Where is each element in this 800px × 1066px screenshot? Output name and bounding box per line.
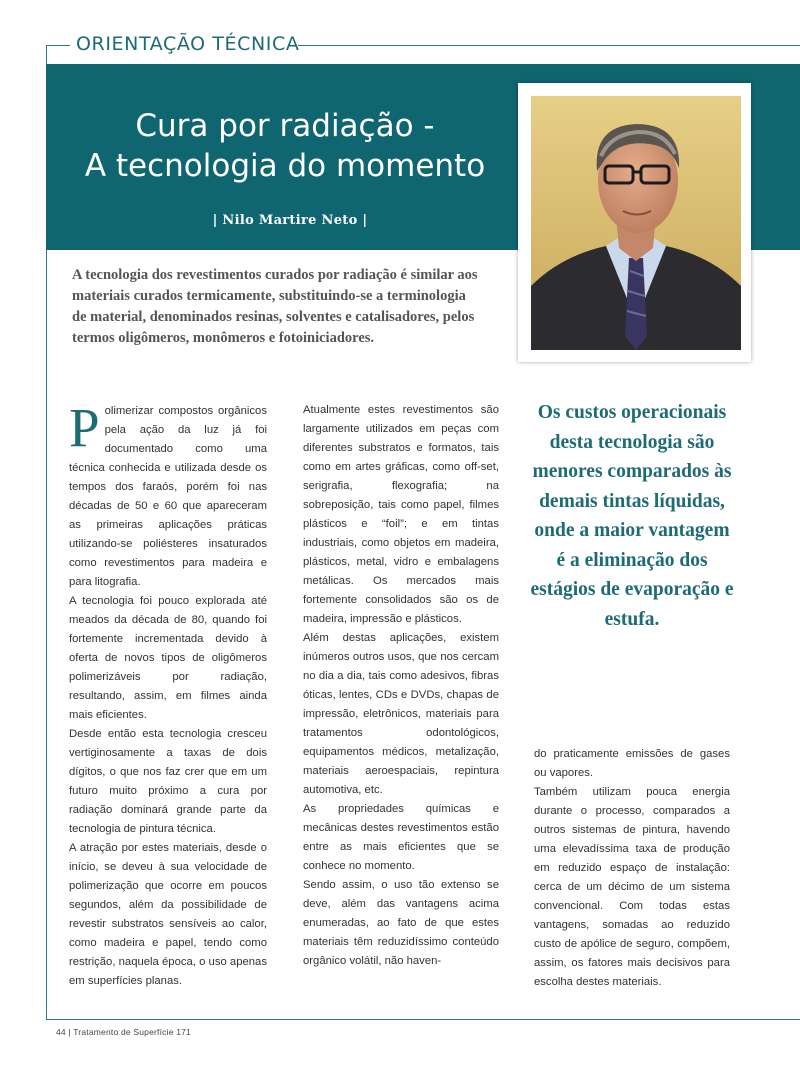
paragraph-text: olimerizar compostos orgânicos pela ação da luz já foi documentado como uma técnica conhecida e utilizada desde os tempos dos faraós, porém foi nas décadas de 50 e 60 que apareceram as primeiras aplicações práticas utilizando-se poliésteres insaturados como revestimentos para madeira e para litografia.	[69, 405, 267, 588]
article-lede: A tecnologia dos revestimentos curados por radiação é similar aos materiais curados termicamente, substituindo-se a terminologia de material, denominados resinas, solventes e catalisadores, pelos termos oligômeros, monômeros e fotoiniciadores.	[72, 267, 478, 346]
pull-quote: Os custos operacionais desta tecnologia são menores comparados às demais tintas líquidas, onde a maior vantagem é a eliminação dos estágios de evaporação e estufa.	[530, 402, 734, 630]
body-column-1	[69, 397, 267, 991]
section-rule-left	[46, 45, 70, 46]
footer-rule	[46, 1019, 800, 1020]
article-title-line1: Cura por radiação -	[135, 108, 435, 144]
paragraph	[69, 397, 267, 592]
section-rule-right	[298, 45, 800, 46]
paragraph: A tecnologia foi pouco explorada até meados da década de 80, quando foi fortemente incrementada devido à oferta de novos tipos de oligômeros polimerizáveis por radiação, resultando, assim, em filmes ainda mais eficientes.	[69, 595, 267, 721]
paragraph: do praticamente emissões de gases ou vapores.	[534, 748, 730, 779]
author-portrait	[531, 96, 741, 350]
body-column-3	[534, 745, 730, 992]
paragraph: Atualmente estes revestimentos são largamente utilizados em peças com diferentes substratos e formatos, tais como em artes gráficas, como off-set, serigrafia, flexografia; na sobreposição, tais como papel, filmes plásticos e “foil”; e em tintas industriais, como objetos em madeira, plásticos, metal, vidro e embalagens metálicas. Os mercados mais fortemente consolidados são os de madeira, impressão e plásticos.	[303, 404, 499, 625]
paragraph: Também utilizam pouca energia durante o processo, comparados a outros sistemas de pintura, havendo uma elevadíssima taxa de produção em reduzido espaço de instalação: cerca de um décimo de um sistema convencional. Com todas estas vantagens, somadas ao reduzido custo de apólice de seguro, compõem, assim, os fatores mais decisivos para escolha destes materiais.	[534, 786, 730, 988]
portrait-photo-icon	[531, 96, 741, 350]
page-footer: 44 | Tratamento de Superfície 171	[56, 1027, 191, 1037]
paragraph: A atração por estes materiais, desde o início, se deveu à sua velocidade de polimerização que ocorre em poucos segundos, além da possibilidade de revestir substratos sensíveis ao calor, como madeira e papel, tendo como restrição, naquela época, o uso apenas em superfícies planas.	[69, 842, 267, 987]
paragraph: As propriedades químicas e mecânicas destes revestimentos estão entre as mais eficientes que se conhece no momento.	[303, 803, 499, 872]
article-title	[60, 106, 510, 186]
paragraph: Desde então esta tecnologia cresceu vertiginosamente a taxas de dois dígitos, o que nos faz crer que em um futuro muito próximo a cura por radiação dominará grande parte da tecnologia de pintura técnica.	[69, 728, 267, 835]
drop-cap: P	[69, 397, 100, 458]
section-label: ORIENTAÇÃO TÉCNICA	[76, 33, 300, 55]
article-title-line2: A tecnologia do momento	[84, 148, 486, 184]
body-column-2	[303, 401, 499, 971]
paragraph: Sendo assim, o uso tão extenso se deve, além das vantagens acima enumeradas, ao fato de que estes materiais têm reduzidíssimo conteúdo orgânico volátil, não haven-	[303, 879, 499, 967]
article-byline: | Nilo Martire Neto |	[212, 213, 368, 228]
paragraph: Além destas aplicações, existem inúmeros outros usos, que nos cercam no dia a dia, tais como adesivos, fibras óticas, lentes, CDs e DVDs, chapas de impressão, eletrônicos, materiais para tratamentos odontológicos, equipamentos médicos, metalização, materiais aeroespaciais, repintura automotiva, etc.	[303, 632, 499, 796]
